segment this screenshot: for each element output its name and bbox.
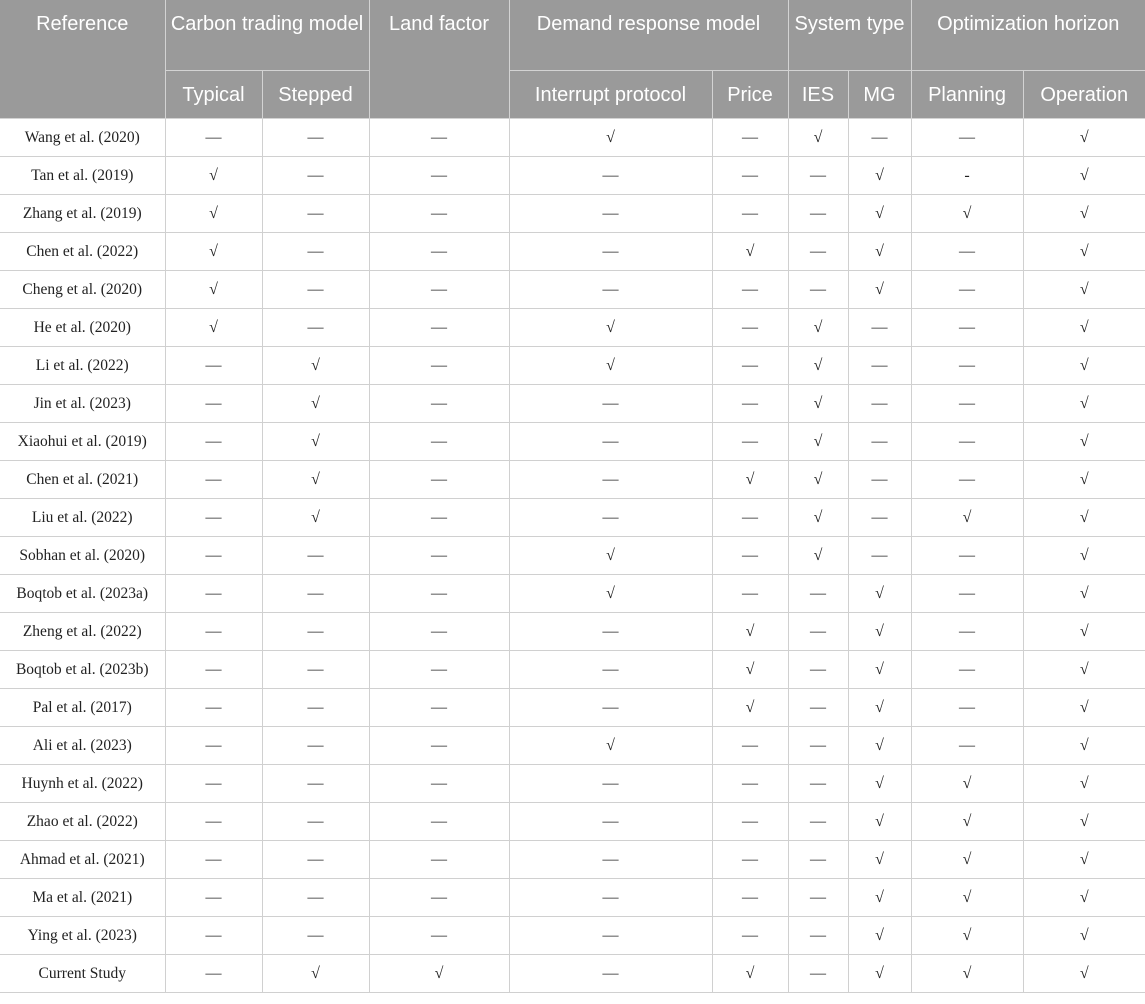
ies-cell: √	[788, 385, 848, 423]
interrupt-protocol-cell: —	[509, 917, 712, 955]
interrupt-protocol-cell: √	[509, 575, 712, 613]
planning-cell: √	[911, 803, 1023, 841]
typical-cell: —	[165, 423, 262, 461]
reference-cell: Chen et al. (2021)	[0, 461, 165, 499]
typical-cell: √	[165, 157, 262, 195]
typical-cell: —	[165, 385, 262, 423]
stepped-cell: —	[262, 309, 369, 347]
header-price: Price	[712, 71, 788, 119]
mg-cell: √	[848, 575, 911, 613]
land-factor-cell: —	[369, 499, 509, 537]
mg-cell: —	[848, 537, 911, 575]
table-row	[0, 575, 1145, 613]
mg-cell: √	[848, 879, 911, 917]
interrupt-protocol-cell: —	[509, 651, 712, 689]
table-row	[0, 195, 1145, 233]
planning-cell: √	[911, 765, 1023, 803]
price-cell: —	[712, 119, 788, 157]
planning-cell: √	[911, 499, 1023, 537]
stepped-cell: —	[262, 233, 369, 271]
ies-cell: —	[788, 233, 848, 271]
header-reference: Reference	[0, 0, 165, 119]
operation-cell: √	[1023, 575, 1145, 613]
header-land-factor: Land factor	[369, 0, 509, 119]
planning-cell: —	[911, 309, 1023, 347]
stepped-cell: √	[262, 423, 369, 461]
typical-cell: —	[165, 613, 262, 651]
operation-cell: √	[1023, 651, 1145, 689]
land-factor-cell: —	[369, 575, 509, 613]
header-interrupt-protocol: Interrupt protocol	[509, 71, 712, 119]
header-mg: MG	[848, 71, 911, 119]
stepped-cell: —	[262, 157, 369, 195]
table-row	[0, 955, 1145, 993]
stepped-cell: √	[262, 385, 369, 423]
header-operation: Operation	[1023, 71, 1145, 119]
land-factor-cell: —	[369, 613, 509, 651]
stepped-cell: —	[262, 195, 369, 233]
table-row	[0, 119, 1145, 157]
operation-cell: √	[1023, 271, 1145, 309]
planning-cell: —	[911, 537, 1023, 575]
interrupt-protocol-cell: √	[509, 347, 712, 385]
land-factor-cell: —	[369, 765, 509, 803]
ies-cell: —	[788, 841, 848, 879]
table-body	[0, 119, 1145, 993]
land-factor-cell: —	[369, 727, 509, 765]
price-cell: —	[712, 385, 788, 423]
price-cell: —	[712, 841, 788, 879]
interrupt-protocol-cell: —	[509, 955, 712, 993]
operation-cell: √	[1023, 613, 1145, 651]
operation-cell: √	[1023, 157, 1145, 195]
stepped-cell: —	[262, 765, 369, 803]
operation-cell: √	[1023, 499, 1145, 537]
price-cell: √	[712, 233, 788, 271]
header-carbon-trading: Carbon trading model	[165, 0, 369, 71]
header-demand-response: Demand response model	[509, 0, 788, 71]
mg-cell: √	[848, 613, 911, 651]
interrupt-protocol-cell: —	[509, 765, 712, 803]
operation-cell: √	[1023, 309, 1145, 347]
land-factor-cell: —	[369, 233, 509, 271]
reference-cell: Ali et al. (2023)	[0, 727, 165, 765]
operation-cell: √	[1023, 727, 1145, 765]
mg-cell: —	[848, 347, 911, 385]
ies-cell: √	[788, 347, 848, 385]
stepped-cell: —	[262, 575, 369, 613]
table-row	[0, 157, 1145, 195]
planning-cell: —	[911, 651, 1023, 689]
reference-cell: Xiaohui et al. (2019)	[0, 423, 165, 461]
table-row	[0, 347, 1145, 385]
reference-cell: Pal et al. (2017)	[0, 689, 165, 727]
stepped-cell: —	[262, 537, 369, 575]
table-row	[0, 689, 1145, 727]
table-row	[0, 271, 1145, 309]
mg-cell: —	[848, 119, 911, 157]
operation-cell: √	[1023, 385, 1145, 423]
operation-cell: √	[1023, 233, 1145, 271]
price-cell: —	[712, 575, 788, 613]
header-stepped: Stepped	[262, 71, 369, 119]
operation-cell: √	[1023, 195, 1145, 233]
price-cell: —	[712, 765, 788, 803]
table-header	[0, 0, 1145, 119]
land-factor-cell: —	[369, 461, 509, 499]
interrupt-protocol-cell: —	[509, 271, 712, 309]
price-cell: √	[712, 461, 788, 499]
stepped-cell: —	[262, 119, 369, 157]
reference-cell: Ma et al. (2021)	[0, 879, 165, 917]
stepped-cell: —	[262, 651, 369, 689]
ies-cell: —	[788, 803, 848, 841]
operation-cell: √	[1023, 461, 1145, 499]
operation-cell: √	[1023, 423, 1145, 461]
interrupt-protocol-cell: —	[509, 385, 712, 423]
land-factor-cell: —	[369, 347, 509, 385]
header-optimization-horizon: Optimization horizon	[911, 0, 1145, 71]
table-row	[0, 841, 1145, 879]
mg-cell: √	[848, 233, 911, 271]
mg-cell: √	[848, 689, 911, 727]
mg-cell: √	[848, 157, 911, 195]
table-row	[0, 461, 1145, 499]
interrupt-protocol-cell: —	[509, 157, 712, 195]
operation-cell: √	[1023, 955, 1145, 993]
planning-cell: —	[911, 385, 1023, 423]
interrupt-protocol-cell: —	[509, 689, 712, 727]
stepped-cell: —	[262, 917, 369, 955]
planning-cell: —	[911, 575, 1023, 613]
table-row	[0, 613, 1145, 651]
interrupt-protocol-cell: —	[509, 233, 712, 271]
ies-cell: —	[788, 727, 848, 765]
ies-cell: √	[788, 119, 848, 157]
ies-cell: —	[788, 575, 848, 613]
interrupt-protocol-cell: —	[509, 803, 712, 841]
reference-cell: Wang et al. (2020)	[0, 119, 165, 157]
ies-cell: √	[788, 537, 848, 575]
typical-cell: —	[165, 955, 262, 993]
interrupt-protocol-cell: √	[509, 119, 712, 157]
operation-cell: √	[1023, 537, 1145, 575]
reference-cell: Zheng et al. (2022)	[0, 613, 165, 651]
operation-cell: √	[1023, 879, 1145, 917]
land-factor-cell: —	[369, 841, 509, 879]
land-factor-cell: √	[369, 955, 509, 993]
stepped-cell: —	[262, 803, 369, 841]
land-factor-cell: —	[369, 119, 509, 157]
interrupt-protocol-cell: √	[509, 537, 712, 575]
reference-cell: Jin et al. (2023)	[0, 385, 165, 423]
mg-cell: —	[848, 385, 911, 423]
stepped-cell: √	[262, 347, 369, 385]
ies-cell: √	[788, 461, 848, 499]
reference-cell: Current Study	[0, 955, 165, 993]
land-factor-cell: —	[369, 271, 509, 309]
interrupt-protocol-cell: √	[509, 727, 712, 765]
ies-cell: √	[788, 499, 848, 537]
table-row	[0, 727, 1145, 765]
typical-cell: √	[165, 309, 262, 347]
interrupt-protocol-cell: —	[509, 613, 712, 651]
interrupt-protocol-cell: —	[509, 195, 712, 233]
stepped-cell: √	[262, 499, 369, 537]
price-cell: √	[712, 689, 788, 727]
stepped-cell: √	[262, 955, 369, 993]
typical-cell: —	[165, 689, 262, 727]
land-factor-cell: —	[369, 195, 509, 233]
reference-cell: Cheng et al. (2020)	[0, 271, 165, 309]
price-cell: —	[712, 803, 788, 841]
ies-cell: √	[788, 309, 848, 347]
mg-cell: √	[848, 271, 911, 309]
typical-cell: √	[165, 271, 262, 309]
land-factor-cell: —	[369, 537, 509, 575]
table-row	[0, 385, 1145, 423]
ies-cell: √	[788, 423, 848, 461]
planning-cell: —	[911, 461, 1023, 499]
planning-cell: √	[911, 879, 1023, 917]
operation-cell: √	[1023, 917, 1145, 955]
interrupt-protocol-cell: —	[509, 879, 712, 917]
stepped-cell: —	[262, 841, 369, 879]
reference-cell: Ying et al. (2023)	[0, 917, 165, 955]
interrupt-protocol-cell: —	[509, 423, 712, 461]
typical-cell: —	[165, 917, 262, 955]
ies-cell: —	[788, 917, 848, 955]
typical-cell: —	[165, 841, 262, 879]
ies-cell: —	[788, 955, 848, 993]
ies-cell: —	[788, 195, 848, 233]
typical-cell: —	[165, 803, 262, 841]
price-cell: —	[712, 499, 788, 537]
ies-cell: —	[788, 689, 848, 727]
price-cell: —	[712, 879, 788, 917]
price-cell: √	[712, 651, 788, 689]
operation-cell: √	[1023, 119, 1145, 157]
typical-cell: —	[165, 879, 262, 917]
table-row	[0, 879, 1145, 917]
reference-cell: Chen et al. (2022)	[0, 233, 165, 271]
planning-cell: √	[911, 841, 1023, 879]
ies-cell: —	[788, 765, 848, 803]
land-factor-cell: —	[369, 803, 509, 841]
mg-cell: √	[848, 727, 911, 765]
land-factor-cell: —	[369, 651, 509, 689]
planning-cell: —	[911, 613, 1023, 651]
operation-cell: √	[1023, 347, 1145, 385]
typical-cell: —	[165, 651, 262, 689]
land-factor-cell: —	[369, 309, 509, 347]
stepped-cell: —	[262, 727, 369, 765]
typical-cell: —	[165, 765, 262, 803]
planning-cell: —	[911, 347, 1023, 385]
mg-cell: √	[848, 955, 911, 993]
reference-cell: Sobhan et al. (2020)	[0, 537, 165, 575]
land-factor-cell: —	[369, 917, 509, 955]
reference-cell: He et al. (2020)	[0, 309, 165, 347]
table-row	[0, 233, 1145, 271]
planning-cell: -	[911, 157, 1023, 195]
table-row	[0, 423, 1145, 461]
land-factor-cell: —	[369, 689, 509, 727]
stepped-cell: —	[262, 613, 369, 651]
mg-cell: —	[848, 499, 911, 537]
planning-cell: —	[911, 119, 1023, 157]
typical-cell: —	[165, 575, 262, 613]
planning-cell: —	[911, 689, 1023, 727]
land-factor-cell: —	[369, 879, 509, 917]
ies-cell: —	[788, 613, 848, 651]
price-cell: —	[712, 423, 788, 461]
header-planning: Planning	[911, 71, 1023, 119]
reference-cell: Zhang et al. (2019)	[0, 195, 165, 233]
ies-cell: —	[788, 651, 848, 689]
typical-cell: —	[165, 499, 262, 537]
reference-cell: Boqtob et al. (2023b)	[0, 651, 165, 689]
header-typical: Typical	[165, 71, 262, 119]
land-factor-cell: —	[369, 423, 509, 461]
planning-cell: —	[911, 271, 1023, 309]
ies-cell: —	[788, 157, 848, 195]
reference-cell: Zhao et al. (2022)	[0, 803, 165, 841]
mg-cell: √	[848, 651, 911, 689]
price-cell: —	[712, 537, 788, 575]
price-cell: —	[712, 195, 788, 233]
price-cell: —	[712, 727, 788, 765]
table-row	[0, 309, 1145, 347]
typical-cell: √	[165, 233, 262, 271]
interrupt-protocol-cell: —	[509, 841, 712, 879]
planning-cell: —	[911, 233, 1023, 271]
operation-cell: √	[1023, 803, 1145, 841]
table-row	[0, 803, 1145, 841]
mg-cell: √	[848, 765, 911, 803]
header-ies: IES	[788, 71, 848, 119]
reference-cell: Liu et al. (2022)	[0, 499, 165, 537]
planning-cell: √	[911, 955, 1023, 993]
mg-cell: —	[848, 423, 911, 461]
mg-cell: √	[848, 803, 911, 841]
stepped-cell: —	[262, 689, 369, 727]
typical-cell: —	[165, 537, 262, 575]
reference-cell: Ahmad et al. (2021)	[0, 841, 165, 879]
ies-cell: —	[788, 879, 848, 917]
planning-cell: —	[911, 423, 1023, 461]
header-system-type: System type	[788, 0, 911, 71]
mg-cell: —	[848, 309, 911, 347]
table-row	[0, 917, 1145, 955]
table-row	[0, 499, 1145, 537]
mg-cell: √	[848, 195, 911, 233]
typical-cell: —	[165, 347, 262, 385]
price-cell: —	[712, 917, 788, 955]
reference-cell: Huynh et al. (2022)	[0, 765, 165, 803]
planning-cell: √	[911, 917, 1023, 955]
typical-cell: —	[165, 727, 262, 765]
planning-cell: —	[911, 727, 1023, 765]
reference-cell: Boqtob et al. (2023a)	[0, 575, 165, 613]
interrupt-protocol-cell: —	[509, 461, 712, 499]
table-row	[0, 765, 1145, 803]
operation-cell: √	[1023, 841, 1145, 879]
ies-cell: —	[788, 271, 848, 309]
price-cell: —	[712, 271, 788, 309]
operation-cell: √	[1023, 689, 1145, 727]
interrupt-protocol-cell: √	[509, 309, 712, 347]
mg-cell: √	[848, 917, 911, 955]
price-cell: —	[712, 347, 788, 385]
land-factor-cell: —	[369, 385, 509, 423]
price-cell: —	[712, 157, 788, 195]
reference-cell: Li et al. (2022)	[0, 347, 165, 385]
operation-cell: √	[1023, 765, 1145, 803]
interrupt-protocol-cell: —	[509, 499, 712, 537]
mg-cell: √	[848, 841, 911, 879]
table-row	[0, 537, 1145, 575]
price-cell: —	[712, 309, 788, 347]
price-cell: √	[712, 955, 788, 993]
mg-cell: —	[848, 461, 911, 499]
typical-cell: —	[165, 461, 262, 499]
stepped-cell: —	[262, 271, 369, 309]
stepped-cell: √	[262, 461, 369, 499]
table-row	[0, 651, 1145, 689]
typical-cell: —	[165, 119, 262, 157]
reference-cell: Tan et al. (2019)	[0, 157, 165, 195]
planning-cell: √	[911, 195, 1023, 233]
price-cell: √	[712, 613, 788, 651]
typical-cell: √	[165, 195, 262, 233]
land-factor-cell: —	[369, 157, 509, 195]
stepped-cell: —	[262, 879, 369, 917]
